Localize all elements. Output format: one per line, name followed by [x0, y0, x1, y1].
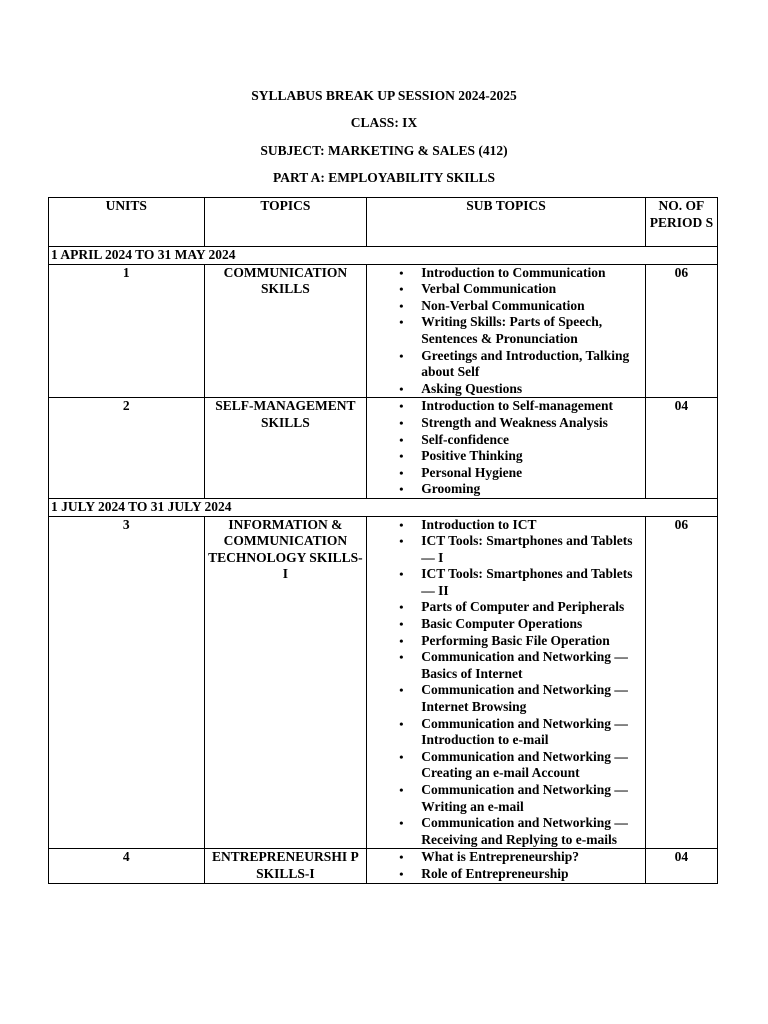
unit-number: 4: [49, 849, 205, 883]
periods-count: 06: [645, 264, 717, 398]
topic-name: COMMUNICATION SKILLS: [204, 264, 367, 398]
list-item: • Introduction to Self-management: [377, 398, 643, 415]
list-item: • ICT Tools: Smartphones and Tablets — I: [377, 533, 643, 566]
periods-count: 04: [645, 849, 717, 883]
list-item: • Introduction to Communication: [377, 265, 643, 282]
list-item: • Self-confidence: [377, 432, 643, 449]
sub-topics-list: [369, 849, 643, 882]
unit-number: 1: [49, 264, 205, 398]
list-item: • Basic Computer Operations: [377, 616, 643, 633]
header-units: UNITS: [49, 198, 205, 247]
header-topics: TOPICS: [204, 198, 367, 247]
unit-number: 3: [49, 516, 205, 849]
sub-topics-list: [369, 398, 643, 498]
sub-topics-list: [369, 517, 643, 849]
session-row: [49, 247, 718, 265]
list-item: • Communication and Networking — Internet Browsing: [377, 682, 643, 715]
list-item: • Communication and Networking — Introduction to e-mail: [377, 716, 643, 749]
table-row: [49, 264, 718, 398]
list-item: • Asking Questions: [377, 381, 643, 398]
list-item: • Role of Entrepreneurship: [377, 866, 643, 883]
session-label: 1 JULY 2024 TO 31 JULY 2024: [49, 498, 718, 516]
list-item: • Grooming: [377, 481, 643, 498]
periods-count: 06: [645, 516, 717, 849]
unit-number: 2: [49, 398, 205, 499]
sub-topics-cell: [367, 398, 646, 499]
list-item: • Communication and Networking — Writing an e-mail: [377, 782, 643, 815]
table-header-row: [49, 198, 718, 247]
document-heading: [0, 86, 768, 195]
class-label: CLASS: IX: [350, 115, 418, 131]
sub-topics-list: [369, 265, 643, 398]
periods-count: 04: [645, 398, 717, 499]
list-item: • Introduction to ICT: [377, 517, 643, 534]
topic-name: ENTREPRENEURSHI P SKILLS-I: [204, 849, 367, 883]
list-item: • Strength and Weakness Analysis: [377, 415, 643, 432]
table-row: [49, 516, 718, 849]
list-item: • Positive Thinking: [377, 448, 643, 465]
subject-label: SUBJECT: MARKETING & SALES (412): [260, 142, 508, 158]
syllabus-table: [48, 197, 718, 884]
sub-topics-cell: [367, 849, 646, 883]
list-item: • Performing Basic File Operation: [377, 633, 643, 650]
list-item: • Greetings and Introduction, Talking about Self: [377, 348, 643, 381]
sub-topics-cell: [367, 264, 646, 398]
list-item: • Personal Hygiene: [377, 465, 643, 482]
sub-topics-cell: [367, 516, 646, 849]
list-item: • Non-Verbal Communication: [377, 298, 643, 315]
list-item: • Writing Skills: Parts of Speech, Sentences & Pronunciation: [377, 314, 643, 347]
list-item: • Communication and Networking — Basics of Internet: [377, 649, 643, 682]
part-label: PART A: EMPLOYABILITY SKILLS: [273, 169, 495, 185]
syllabus-title: SYLLABUS BREAK UP SESSION 2024-2025: [251, 88, 517, 103]
list-item: • Communication and Networking — Receiving and Replying to e-mails: [377, 815, 643, 848]
list-item: • Verbal Communication: [377, 281, 643, 298]
table-row: [49, 398, 718, 499]
session-row: [49, 498, 718, 516]
topic-name: INFORMATION & COMMUNICATION TECHNOLOGY SKILLS-I: [204, 516, 367, 849]
list-item: • What is Entrepreneurship?: [377, 849, 643, 866]
list-item: • Parts of Computer and Peripherals: [377, 599, 643, 616]
header-periods: NO. OF PERIOD S: [645, 198, 717, 247]
list-item: • Communication and Networking — Creating an e-mail Account: [377, 749, 643, 782]
session-label: 1 APRIL 2024 TO 31 MAY 2024: [49, 247, 718, 265]
header-sub-topics: SUB TOPICS: [367, 198, 646, 247]
table-row: [49, 849, 718, 883]
topic-name: SELF-MANAGEMENT SKILLS: [204, 398, 367, 499]
list-item: • ICT Tools: Smartphones and Tablets — II: [377, 566, 643, 599]
